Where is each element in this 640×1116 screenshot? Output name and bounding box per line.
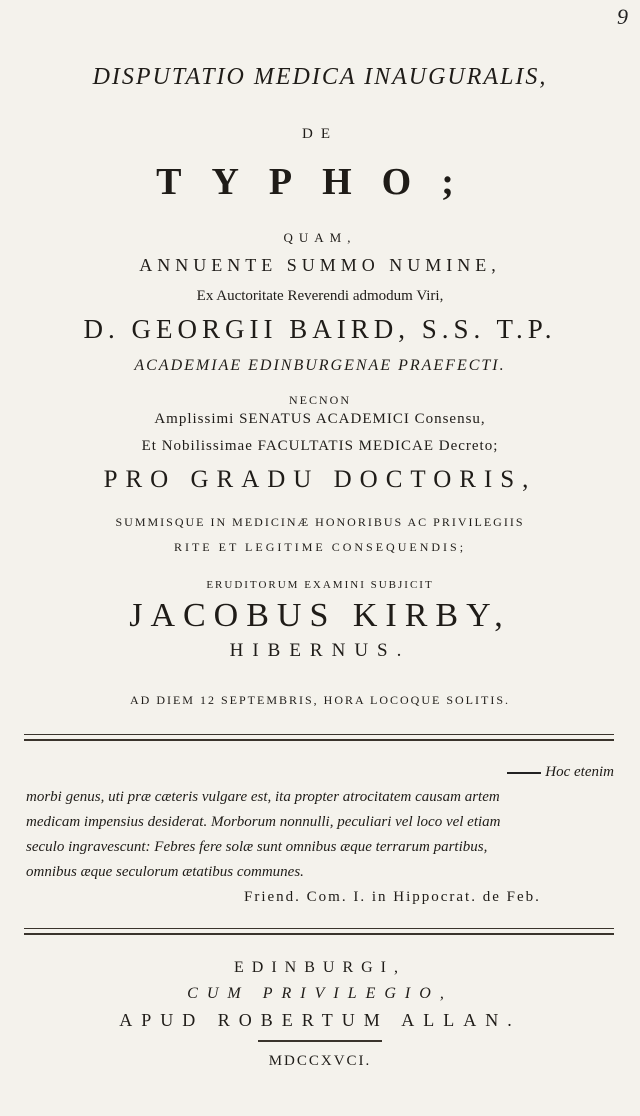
- divider-rule-short: [258, 1040, 382, 1044]
- epigraph-line: omnibus æque seculorum ætatibus communes.: [26, 864, 304, 880]
- author-name: JACOBUS KIRBY,: [129, 597, 511, 634]
- defense-date: AD DIEM 12 SEPTEMBRIS, HORA LOCOQUE SOLITIS.: [129, 693, 510, 707]
- imprint-printer: APUD ROBERTUM ALLAN.: [119, 1010, 521, 1030]
- rector-name: D. GEORGII BAIRD, S.S. T.P.: [83, 314, 557, 344]
- honors-line-2: RITE ET LEGITIME CONSEQUENDIS;: [173, 540, 467, 554]
- dissertation-title: DISPUTATIO MEDICA INAUGURALIS,: [92, 64, 548, 90]
- divider-rule: [24, 928, 614, 935]
- epigraph-opening: Hoc etenim: [545, 764, 614, 780]
- academy-line: ACADEMIAE EDINBURGENAE PRAEFECTI.: [134, 357, 506, 374]
- degree-line: PRO GRADU DOCTORIS,: [103, 466, 537, 493]
- author-nationality: HIBERNUS.: [229, 640, 411, 661]
- divider-rule: [24, 734, 614, 741]
- preposition-de: DE: [302, 126, 338, 142]
- subject-heading: TYPHO;: [156, 161, 484, 203]
- page-number: 9: [617, 4, 628, 29]
- dash-mark: [507, 772, 541, 774]
- imprint-city: EDINBURGI,: [234, 959, 406, 976]
- submits-line: ERUDITORUM EXAMINI SUBJICIT: [206, 579, 434, 591]
- necnon-line: NECNON: [289, 393, 351, 407]
- faculty-line: Et Nobilissimae FACULTATIS MEDICAE Decreto;: [141, 438, 499, 454]
- imprint-year: MDCCXVCI.: [268, 1053, 372, 1069]
- quam-line: QUAM,: [283, 230, 357, 245]
- epigraph-line: [507, 764, 614, 781]
- annuente-line: ANNUENTE SUMMO NUMINE,: [139, 255, 501, 275]
- honors-line-1: SUMMISQUE IN MEDICINÆ HONORIBUS AC PRIVILEGIIS: [115, 515, 525, 529]
- epigraph-line: medicam impensius desiderat. Morborum nonnulli, peculiari vel loco vel etiam: [26, 814, 501, 830]
- imprint-privilege: CUM PRIVILEGIO,: [187, 985, 453, 1002]
- authority-line: Ex Auctoritate Reverendi admodum Viri,: [196, 288, 444, 304]
- epigraph-attribution: Friend. Com. I. in Hippocrat. de Feb.: [244, 889, 541, 905]
- epigraph-line: seculo ingravescunt: Febres fere solæ sunt omnibus æque terrarum partibus,: [26, 839, 488, 855]
- senate-line: Amplissimi SENATUS ACADEMICI Consensu,: [154, 411, 486, 427]
- epigraph-line: morbi genus, uti præ cæteris vulgare est, ita propter atrocitatem causam artem: [26, 789, 500, 805]
